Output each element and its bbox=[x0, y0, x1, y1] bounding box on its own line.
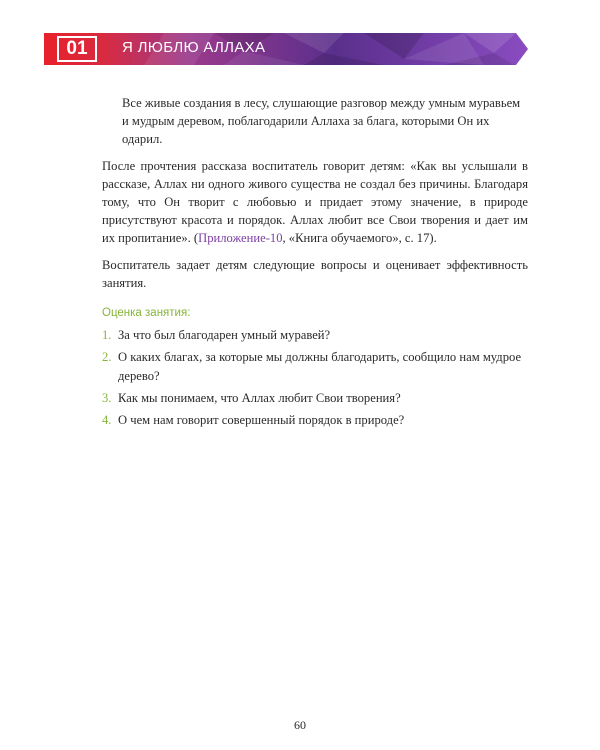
chapter-banner bbox=[44, 33, 528, 65]
list-item-number: 2. bbox=[102, 350, 112, 365]
chapter-title: Я ЛЮБЛЮ АЛЛАХА bbox=[122, 39, 266, 56]
questions-intro-paragraph: Воспитатель задает детям следующие вопросы и оценивает эффективность занятия. bbox=[102, 257, 528, 290]
list-item-text: О каких благах, за которые мы должны благодарить, сообщило нам мудрое дерево? bbox=[118, 350, 522, 383]
appendix-link[interactable]: Приложение-10 bbox=[198, 231, 283, 246]
banner-background bbox=[44, 33, 528, 65]
assessment-questions bbox=[102, 326, 528, 429]
list-item-number: 4. bbox=[102, 413, 112, 428]
list-item-text: Как мы понимаем, что Аллах любит Свои творения? bbox=[118, 390, 401, 405]
list-item bbox=[102, 411, 528, 429]
list-item bbox=[102, 326, 528, 344]
list-item bbox=[102, 348, 528, 384]
assessment-title: Оценка занятия: bbox=[102, 307, 191, 320]
list-item-number: 3. bbox=[102, 390, 112, 405]
teacher-speech-text: После прочтения рассказа воспитатель говорит детям: «Как вы услышали в рассказе, Аллах ни одного живого существа не создал без причины. Благодаря тому, что Он творит с любовью и придает этому значение, в природе присутствуют красота и порядок. Аллах любит все Свои творения и дает им их пропитание». ( bbox=[102, 158, 528, 246]
teacher-speech-tail: , «Книга обучаемого», с. 17). bbox=[282, 231, 437, 246]
list-item-text: За что был благодарен умный муравей? bbox=[118, 328, 331, 343]
list-item bbox=[102, 389, 528, 407]
intro-paragraph: Все живые создания в лесу, слушающие разговор между умным муравьем и мудрым деревом, поблагодарили Аллаха за блага, которыми Он их одарил. bbox=[122, 96, 521, 147]
page-number: 60 bbox=[294, 718, 306, 732]
chapter-number: 01 bbox=[57, 36, 97, 62]
teacher-speech-paragraph bbox=[102, 157, 528, 248]
list-item-number: 1. bbox=[102, 328, 112, 343]
list-item-text: О чем нам говорит совершенный порядок в природе? bbox=[118, 413, 405, 428]
page-content bbox=[102, 94, 528, 433]
